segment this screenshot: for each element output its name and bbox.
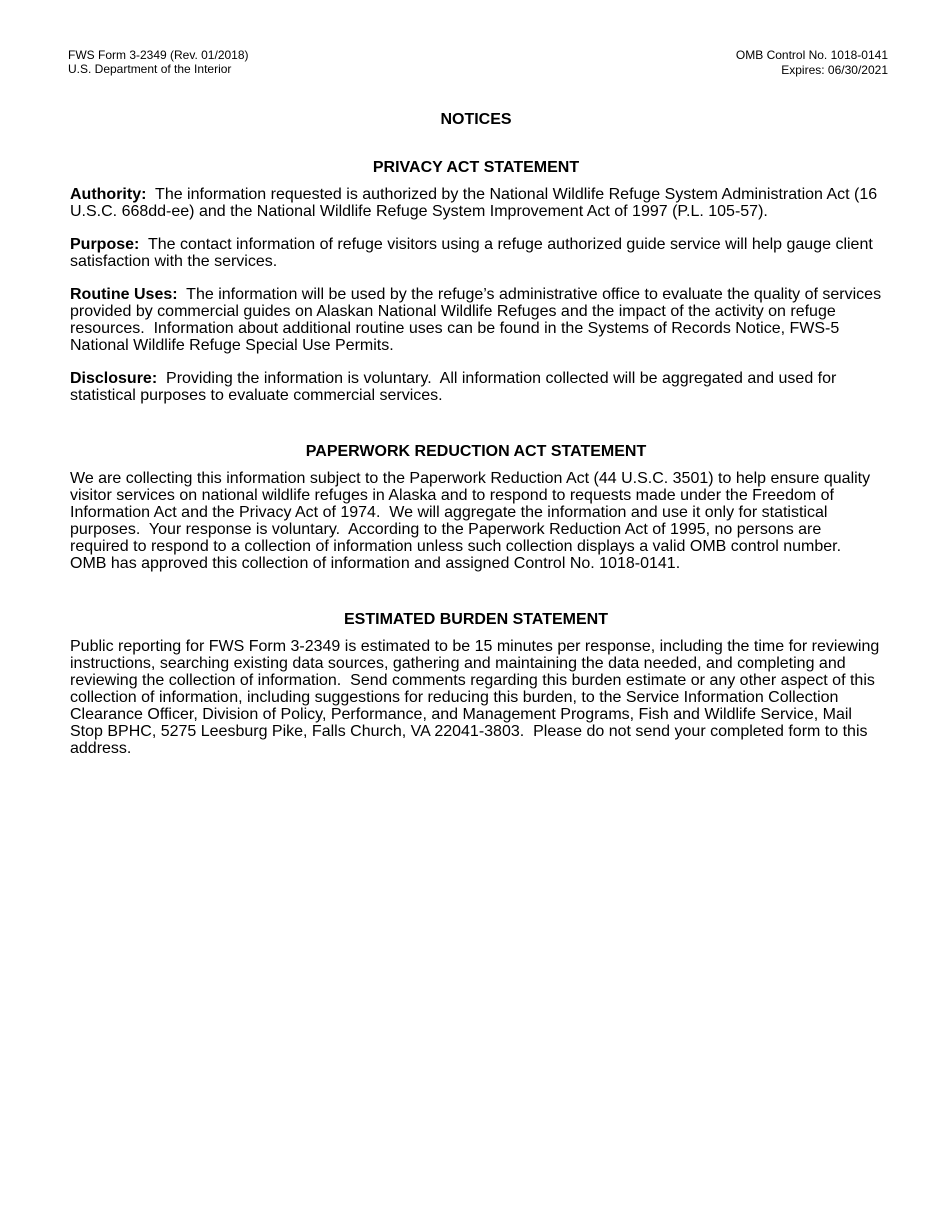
notices-body xyxy=(70,110,886,781)
paperwork-reduction-title: PAPERWORK REDUCTION ACT STATEMENT xyxy=(305,443,647,460)
privacy-act-section xyxy=(70,158,886,404)
estimated-burden-text: Public reporting for FWS Form 3-2349 is estimated to be 15 minutes per response, including the time for reviewing instructions, searching existing data sources, gathering and maintaining the data needed, and completing and reviewing the collection of information. Send comments regarding this burden estimate or any other aspect of this collection of information, including suggestions for reducing this burden, to the Service Information Collection Clearance Officer, Division of Policy, Performance, and Management Programs, Fish and Wildlife Service, Mail Stop BPHC, 5275 Leesburg Pike, Falls Church, VA 22041-3803. Please do not send your completed form to this address. xyxy=(70,638,884,757)
routine-uses-label: Routine Uses: xyxy=(70,286,178,303)
header-right xyxy=(736,48,888,78)
authority-label: Authority: xyxy=(70,186,147,203)
notices-title: NOTICES xyxy=(440,111,512,128)
paperwork-reduction-text: We are collecting this information subject to the Paperwork Reduction Act (44 U.S.C. 3501) to help ensure quality visitor services on national wildlife refuges in Alaska and to respond to requests made under the Freedom of Information Act and the Privacy Act of 1974. We will aggregate the information and use it only for statistical purposes. Your response is voluntary. According to the Paperwork Reduction Act of 1995, no persons are required to respond to a collection of information unless such collection displays a valid OMB control number. OMB has approved this collection of information and assigned Control No. 1018-0141. xyxy=(70,470,875,572)
privacy-act-title: PRIVACY ACT STATEMENT xyxy=(372,159,580,176)
routine-uses-paragraph xyxy=(70,286,886,354)
routine-uses-text: The information will be used by the refuge’s administrative office to evaluate the quality of services provided by commercial guides on Alaskan National Wildlife Refuges and the impact of the activity on refuge resources. Information about additional routine uses can be found in the Systems of Records Notice, FWS-5 National Wildlife Refuge Special Use Permits. xyxy=(70,286,886,354)
expiration-date: Expires: 06/30/2021 xyxy=(781,63,888,77)
department-name: U.S. Department of the Interior xyxy=(68,62,232,76)
disclosure-label: Disclosure: xyxy=(70,370,158,387)
purpose-label: Purpose: xyxy=(70,236,140,253)
purpose-paragraph xyxy=(70,236,882,270)
estimated-burden-title: ESTIMATED BURDEN STATEMENT xyxy=(344,611,608,628)
omb-control-number: OMB Control No. 1018-0141 xyxy=(735,48,888,62)
estimated-burden-section xyxy=(70,610,882,757)
header-left xyxy=(68,48,249,76)
disclosure-paragraph xyxy=(70,370,882,404)
paperwork-reduction-section xyxy=(70,442,882,572)
form-id: FWS Form 3-2349 (Rev. 01/2018) xyxy=(68,48,249,62)
authority-text: The information requested is authorized by the National Wildlife Refuge System Administration Act (16 U.S.C. 668dd-ee) and the National Wildlife Refuge System Improvement Act of 1997 (P.L. 105-57). xyxy=(70,186,882,220)
purpose-text: The contact information of refuge visitors using a refuge authorized guide service will help gauge client satisfaction with the services. xyxy=(70,236,878,270)
disclosure-text: Providing the information is voluntary. All information collected will be aggregated and used for statistical purposes to evaluate commercial services. xyxy=(70,370,841,404)
authority-paragraph xyxy=(70,186,882,220)
